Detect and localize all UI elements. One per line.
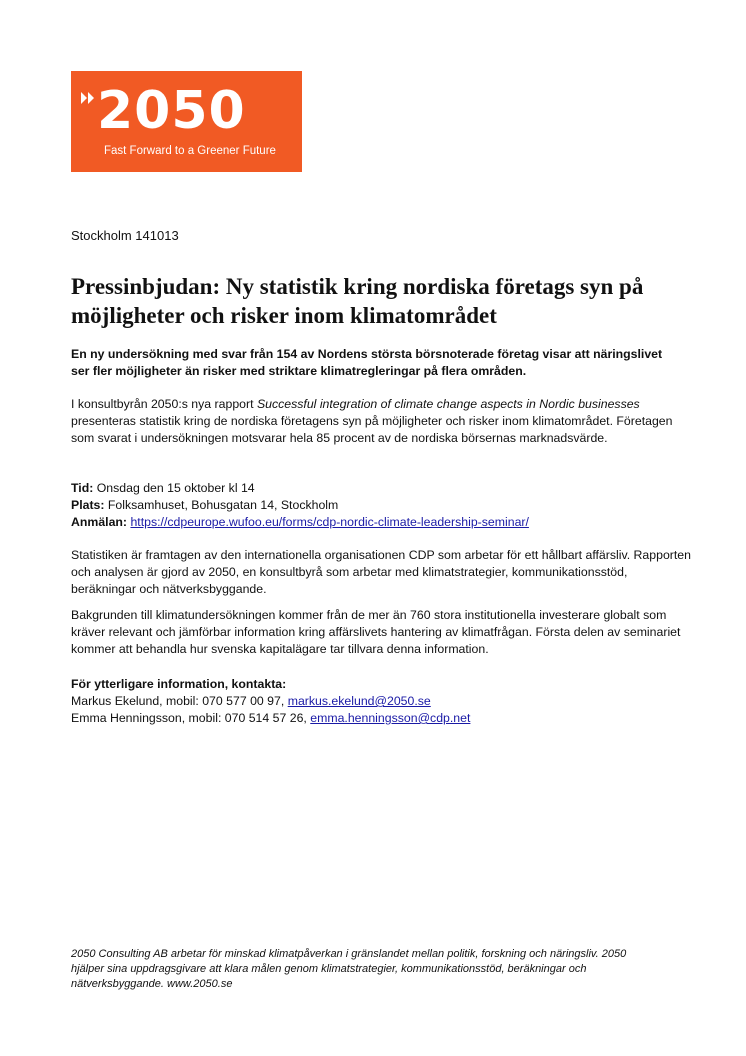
contact-section bbox=[71, 676, 691, 727]
time-label: Tid: bbox=[71, 481, 94, 495]
lead-paragraph: En ny undersökning med svar från 154 av Nordens största börsnoterade företag visar att näringslivet ser fler möjligheter än risker med striktare klimatregleringar på flera områden. bbox=[71, 347, 663, 378]
contact-person-1-text: Markus Ekelund, mobil: 070 577 00 97, bbox=[71, 694, 288, 708]
contact-heading-text: För ytterligare information, kontakta: bbox=[71, 677, 287, 691]
company-logo bbox=[71, 71, 302, 172]
email-link-emma[interactable]: emma.henningsson@cdp.net bbox=[310, 711, 471, 725]
press-release-title: Pressinbjudan: Ny statistik kring nordiska företags syn på möjligheter och risker inom klimatområdet bbox=[71, 274, 644, 328]
intro-prefix: I konsultbyrån 2050:s nya rapport bbox=[71, 397, 257, 411]
dateline: Stockholm 141013 bbox=[71, 228, 179, 243]
intro-suffix: presenteras statistik kring de nordiska företagens syn på möjligheter och risker inom klimatområdet. Företagen som svarat i undersökningen motsvarar hela 85 procent av de nordiska börsernas marknadsvärde. bbox=[71, 414, 673, 445]
body-paragraph-cdp: Statistiken är framtagen av den internationella organisationen CDP som arbetar för ett hållbart affärsliv. Rapporten och analysen är gjord av 2050, en konsultbyrå som arbetar med klimatstrategier, kommunikationsstöd, beräkningar och nätverksbyggande. bbox=[71, 548, 691, 596]
time-value: Onsdag den 15 oktober kl 14 bbox=[93, 481, 255, 495]
event-time bbox=[71, 480, 691, 497]
contact-person-2 bbox=[71, 710, 691, 727]
contact-person-1 bbox=[71, 693, 691, 710]
intro-paragraph bbox=[71, 396, 681, 447]
fast-forward-icon bbox=[81, 92, 97, 104]
body-paragraph-background: Bakgrunden till klimatundersökningen kommer från de mer än 760 stora institutionella investerare globalt som kräver relevant och jämförbar information kring affärslivets hantering av klimatfrågan. Första delen av seminariet kommer att behandla hur svenska kapitalägare tar tillvara denna information. bbox=[71, 608, 681, 656]
contact-person-2-text: Emma Henningsson, mobil: 070 514 57 26, bbox=[71, 711, 311, 725]
signup-link[interactable]: https://cdpeurope.wufoo.eu/forms/cdp-nordic-climate-leadership-seminar/ bbox=[130, 515, 529, 529]
signup-label: Anmälan: bbox=[71, 515, 128, 529]
event-place bbox=[71, 497, 691, 514]
logo-wordmark: 2050 bbox=[97, 81, 246, 141]
logo-tagline: Fast Forward to a Greener Future bbox=[104, 145, 276, 157]
report-title: Successful integration of climate change aspects in Nordic businesses bbox=[256, 397, 640, 411]
place-value: Folksamhuset, Bohusgatan 14, Stockholm bbox=[104, 498, 339, 512]
footer-note: 2050 Consulting AB arbetar för minskad klimatpåverkan i gränslandet mellan politik, forskning och näringsliv. 2050 hjälper sina uppdragsgivare att klara målen genom klimatstrategier, kommunikationsstöd, beräkningar och nätverksbyggande. www.2050.se bbox=[71, 948, 627, 990]
event-signup bbox=[71, 514, 691, 531]
event-details bbox=[71, 480, 691, 531]
place-label: Plats: bbox=[71, 498, 105, 512]
email-link-markus[interactable]: markus.ekelund@2050.se bbox=[287, 694, 431, 708]
contact-heading bbox=[71, 676, 691, 693]
